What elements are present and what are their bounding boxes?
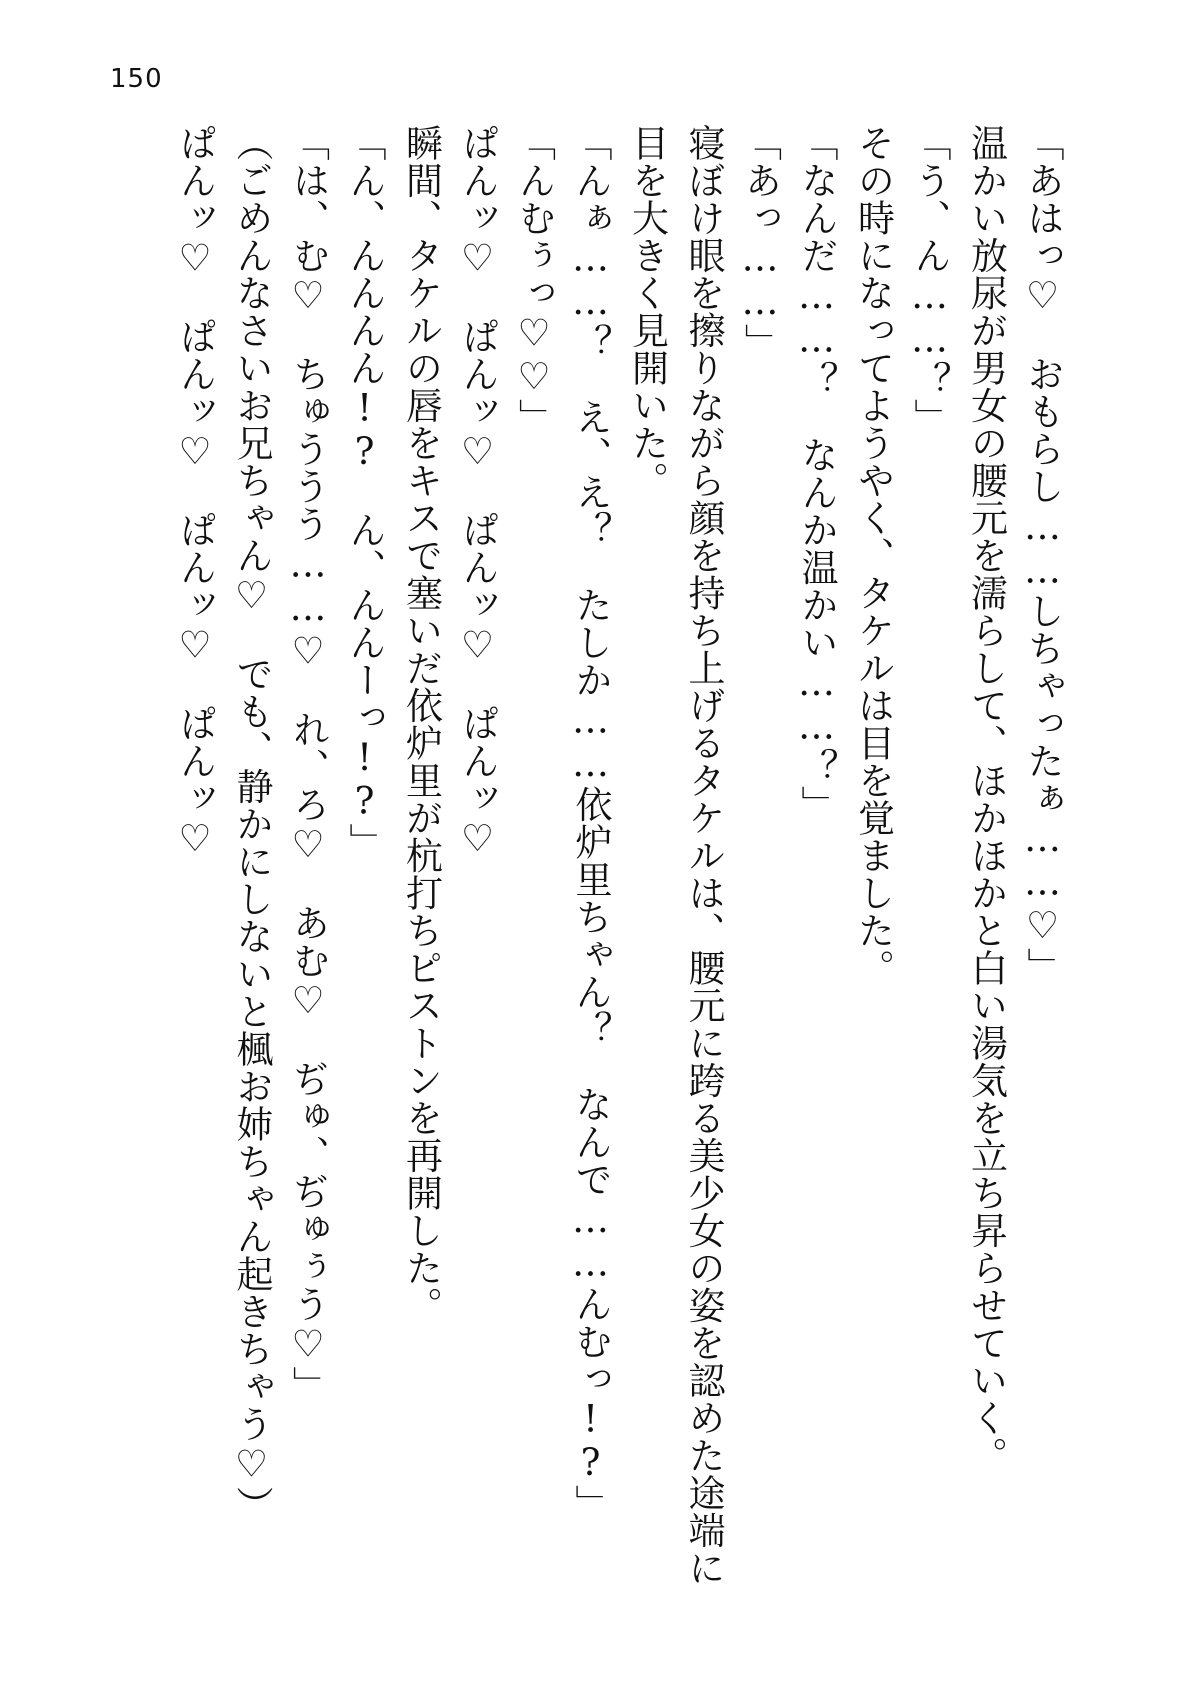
text-line: その時になってようやく、タケルは目を覚ました。 — [851, 124, 895, 987]
text-line: 目を大きく見開いた。 — [625, 124, 669, 499]
text-line: 「う、ん……？」 — [908, 124, 951, 436]
text-line: 「なんだ……？ なんか温かい……？」 — [795, 124, 838, 823]
text-line: 「あはっ♡ おもらし……しちゃったぁ……♡」 — [1021, 124, 1064, 985]
text-line: 「ん、んんんん!? ん、んんーっ!?」 — [343, 124, 386, 861]
page-number: 150 — [110, 64, 163, 94]
text-line: ぱんッ♡ ぱんッ♡ ぱんッ♡ ぱんッ♡ — [173, 124, 217, 861]
text-line: （ごめんなさいお兄ちゃん♡ でも、静かにしないと楓お姉ちゃん起きちゃう♡） — [230, 124, 273, 1524]
text-line: 「んむぅっ♡♡」 — [512, 124, 556, 436]
text-line: ぱんッ♡ ぱんッ♡ ぱんッ♡ ぱんッ♡ — [456, 124, 499, 861]
text-line: 寝ぼけ眼を擦りながら顔を持ち上げるタケルは、腰元に跨る美少女の姿を認めた途端に — [682, 124, 725, 1587]
text-line: 瞬間、タケルの唇をキスで塞いだ依炉里が杭打ちピストンを再開した。 — [399, 124, 443, 1324]
text-line: 「は、む♡ ちゅううう……♡ れ、ろ♡ あむ♡ ぢゅ、ぢゅぅう♡」 — [286, 124, 330, 1404]
text-line: 「んぁ……？ え、え？ たしか……依炉里ちゃん？ なんで……んむっ!?」 — [569, 124, 612, 1522]
vertical-text-body — [110, 124, 1070, 1624]
text-line: 温かい放尿が男女の腰元を濡らして、ほかほかと白い湯気を立ち昇らせていく。 — [964, 124, 1008, 1474]
text-line: 「あっ……」 — [738, 124, 782, 361]
